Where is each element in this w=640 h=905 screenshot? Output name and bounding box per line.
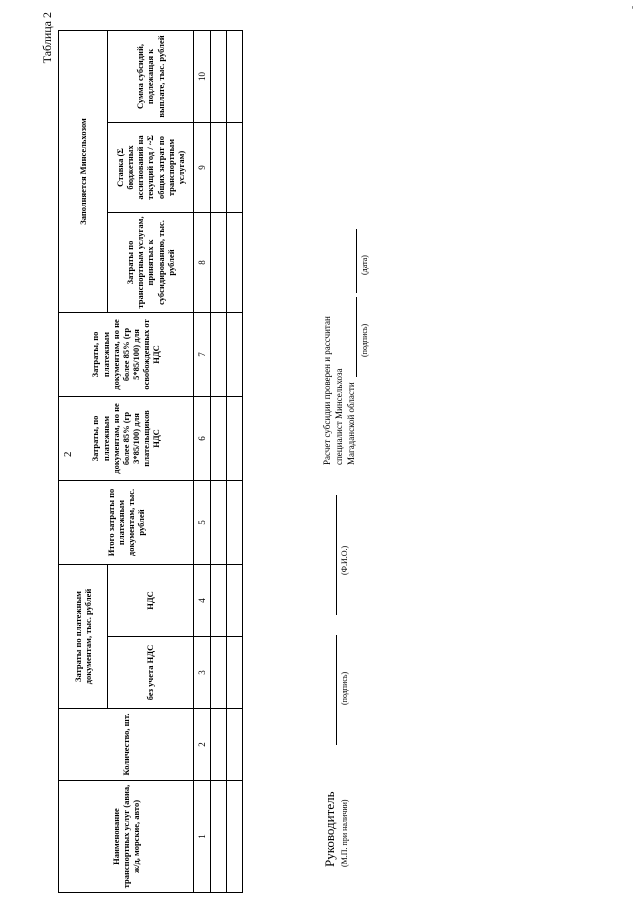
check-signature-caption: (подпись) [360, 323, 369, 357]
table-cell[interactable] [227, 480, 243, 564]
col-num-5: 5 [194, 480, 211, 564]
table-cell[interactable] [211, 480, 227, 564]
col-num-1: 1 [194, 781, 211, 893]
col-header-4: НДС [108, 564, 194, 636]
col-num-3: 3 [194, 637, 211, 709]
check-signature-line[interactable] [356, 297, 357, 377]
col-header-9: Ставка (Σ бюджетных ассигнований на текущий год / ~Σ общих затрат по транспортным услугам) [108, 122, 194, 212]
check-line-3: Магаданской области [346, 382, 356, 465]
group-header-payment-docs: Затраты по платежным документам, тыс. рублей [59, 564, 108, 708]
col-header-2: Количество, шт. [59, 709, 194, 781]
table-cell[interactable] [227, 637, 243, 709]
col-num-6: 6 [194, 396, 211, 480]
col-num-10: 10 [194, 30, 211, 122]
table-cell[interactable] [227, 564, 243, 636]
table-cell[interactable] [227, 30, 243, 122]
table-cell[interactable] [227, 396, 243, 480]
subsidy-table [58, 30, 243, 893]
table-cell[interactable] [211, 709, 227, 781]
head-signature-line[interactable] [336, 635, 337, 745]
table-cell[interactable] [227, 122, 243, 212]
col-header-7: Затраты, по платежным документам, но не более 85% (гр 5*85/100) для освобожденных от НДС [59, 312, 194, 396]
col-num-2: 2 [194, 709, 211, 781]
table-cell[interactable] [211, 396, 227, 480]
table-cell[interactable] [211, 637, 227, 709]
col-num-7: 7 [194, 312, 211, 396]
stamp-note: (М.П. при наличии) [340, 799, 349, 867]
corner-mark: - [626, 5, 638, 10]
table-cell[interactable] [211, 564, 227, 636]
table-cell[interactable] [211, 212, 227, 312]
table-cell[interactable] [211, 312, 227, 396]
col-header-8: Затраты по транспортным услугам, принятых к субсидированию, тыс. рублей [108, 212, 194, 312]
head-signature-caption: (подпись) [340, 671, 349, 705]
header-row-top [59, 30, 108, 892]
col-header-3: без учета НДС [108, 637, 194, 709]
table-row [211, 30, 227, 892]
col-header-10: Сумма субсидий, подлежащая к выплате, тыс. рублей [108, 30, 194, 122]
table-cell[interactable] [211, 30, 227, 122]
column-number-row [194, 30, 211, 892]
col-header-6: Затраты, по платежным документам, но не более 85% (гр 3*85/100) для плательщиков НДС [59, 396, 194, 480]
table-cell[interactable] [227, 781, 243, 893]
group-header-ministry: Заполняется Минсельхозом [59, 30, 108, 312]
date-caption: (дата) [360, 255, 369, 275]
table-cell[interactable] [227, 212, 243, 312]
col-num-8: 8 [194, 212, 211, 312]
table-row [227, 30, 243, 892]
check-line-2: специалист Минсельхоза [334, 368, 344, 465]
table-title: Таблица 2 [40, 12, 54, 64]
table-cell[interactable] [211, 122, 227, 212]
page-number: 2 [62, 451, 74, 457]
table-cell[interactable] [227, 312, 243, 396]
check-line-1: Расчет субсидии проверен и рассчитан [322, 316, 332, 465]
col-num-4: 4 [194, 564, 211, 636]
head-label: Руководитель [322, 791, 337, 867]
table-cell[interactable] [211, 781, 227, 893]
col-header-5: Итого затраты по платежным документам, тыс. рублей [59, 480, 194, 564]
table-cell[interactable] [227, 709, 243, 781]
col-num-9: 9 [194, 122, 211, 212]
date-line[interactable] [356, 229, 357, 293]
col-header-1: Наименование транспортных услуг (авиа, ж/д, морские, авто) [59, 781, 194, 893]
head-name-line[interactable] [336, 495, 337, 615]
head-name-caption: (Ф.И.О.) [340, 545, 349, 575]
